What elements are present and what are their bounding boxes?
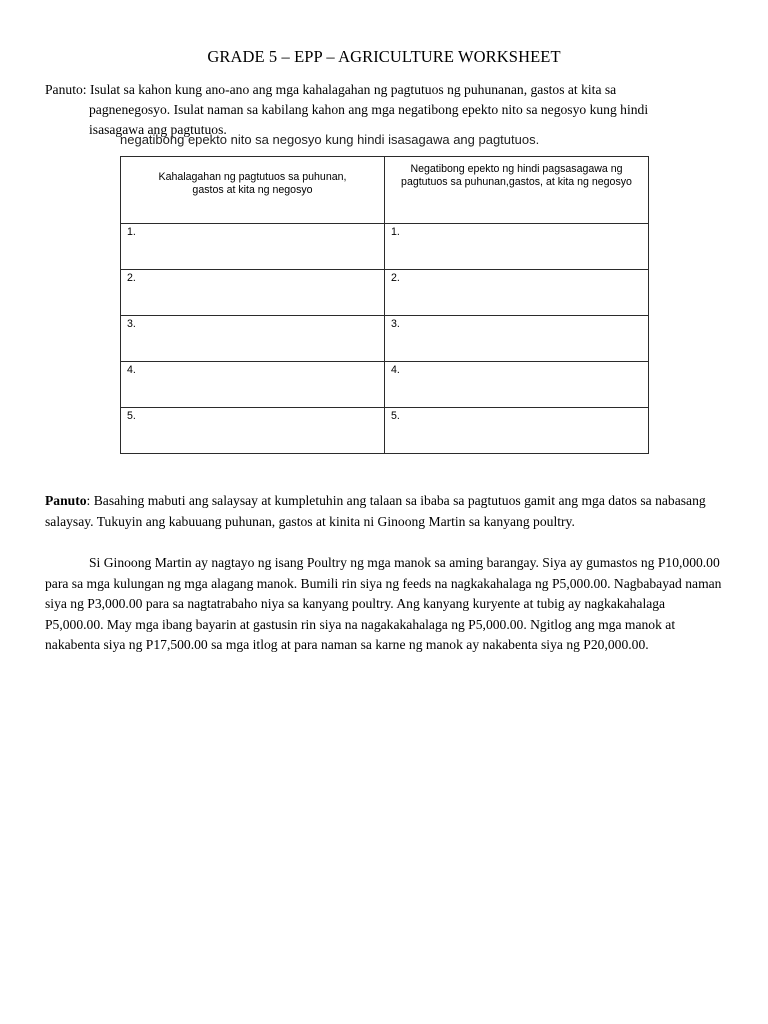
answer-cell-left-1[interactable]: 1.	[121, 224, 385, 270]
instruction-1-line-2: pagnenegosyo. Isulat naman sa kabilang kahon ang mga negatibong epekto nito sa negosyo kung hindi	[89, 102, 649, 117]
answer-cell-left-3[interactable]: 3.	[121, 316, 385, 362]
table-row	[121, 362, 649, 408]
table-header-row	[121, 157, 649, 224]
instruction-1-line-3: isasagawa ang pagtutuos.	[89, 122, 227, 137]
instruction-1-line-1: Isulat sa kahon kung ano-ano ang mga kahalagahan ng pagtutuos ng puhunanan, gastos at kita sa	[89, 82, 617, 97]
instruction-2-label: Panuto	[45, 493, 87, 508]
story-paragraph: Si Ginoong Martin ay nagtayo ng isang Poultry ng mga manok sa aming barangay. Siya ay gumastos ng P10,000.00 para sa mga kulungan ng mga alagang manok. Bumili rin siya ng feeds na nagkakahalaga ng P5,000.00. Nagbabayad naman siya ng P3,000.00 para sa nagtatrabaho niya sa kanyang poultry. Ang kanyang kuryente at tubig ay nagkakahalaga P5,000.00. May mga ibang bayarin at gastusin rin siya na nagakakahalaga ng P5,000.00. Ngitlog ang mga manok at nakabenta siya ng P17,500.00 sa mga itlog at para naman sa karne ng manok ay nakabenta siya ng P20,000.00.	[45, 555, 722, 652]
cropped-text-line	[120, 132, 550, 155]
table-row	[121, 408, 649, 454]
header-importance	[121, 157, 385, 224]
answer-cell-left-5[interactable]: 5.	[121, 408, 385, 454]
header-importance-text: Kahalagahan ng pagtutuos sa puhunan, gastos at kita ng negosyo	[158, 171, 347, 196]
answer-cell-right-1[interactable]: 1.	[385, 224, 649, 270]
cropped-text: negatibong epekto nito sa negosyo kung hindi isasagawa ang pagtutuos.	[120, 132, 540, 147]
header-negative-effect-text: Negatibong epekto ng hindi pagsasagawa ng pagtutuos sa puhunan,gastos, at kita ng negosyo	[401, 163, 632, 188]
answer-cell-left-4[interactable]: 4.	[121, 362, 385, 408]
instruction-1	[45, 80, 725, 140]
instruction-2	[45, 491, 725, 532]
answer-cell-right-3[interactable]: 3.	[385, 316, 649, 362]
worksheet-table	[120, 156, 649, 454]
answer-cell-right-5[interactable]: 5.	[385, 408, 649, 454]
table-row	[121, 316, 649, 362]
page-title: GRADE 5 – EPP – AGRICULTURE WORKSHEET	[207, 47, 561, 66]
answer-cell-right-2[interactable]: 2.	[385, 270, 649, 316]
answer-cell-right-4[interactable]: 4.	[385, 362, 649, 408]
answer-cell-left-2[interactable]: 2.	[121, 270, 385, 316]
table-row	[121, 270, 649, 316]
instruction-1-label: Panuto:	[45, 82, 87, 97]
header-negative-effect	[385, 157, 649, 224]
table-row	[121, 224, 649, 270]
instruction-2-text: : Basahing mabuti ang salaysay at kumpletuhin ang talaan sa ibaba sa pagtutuos gamit ang mga datos sa nabasang salaysay. Tukuyin ang kabuuang puhunan, gastos at kinita ni Ginoong Martin sa kanyang poultry.	[45, 493, 706, 529]
